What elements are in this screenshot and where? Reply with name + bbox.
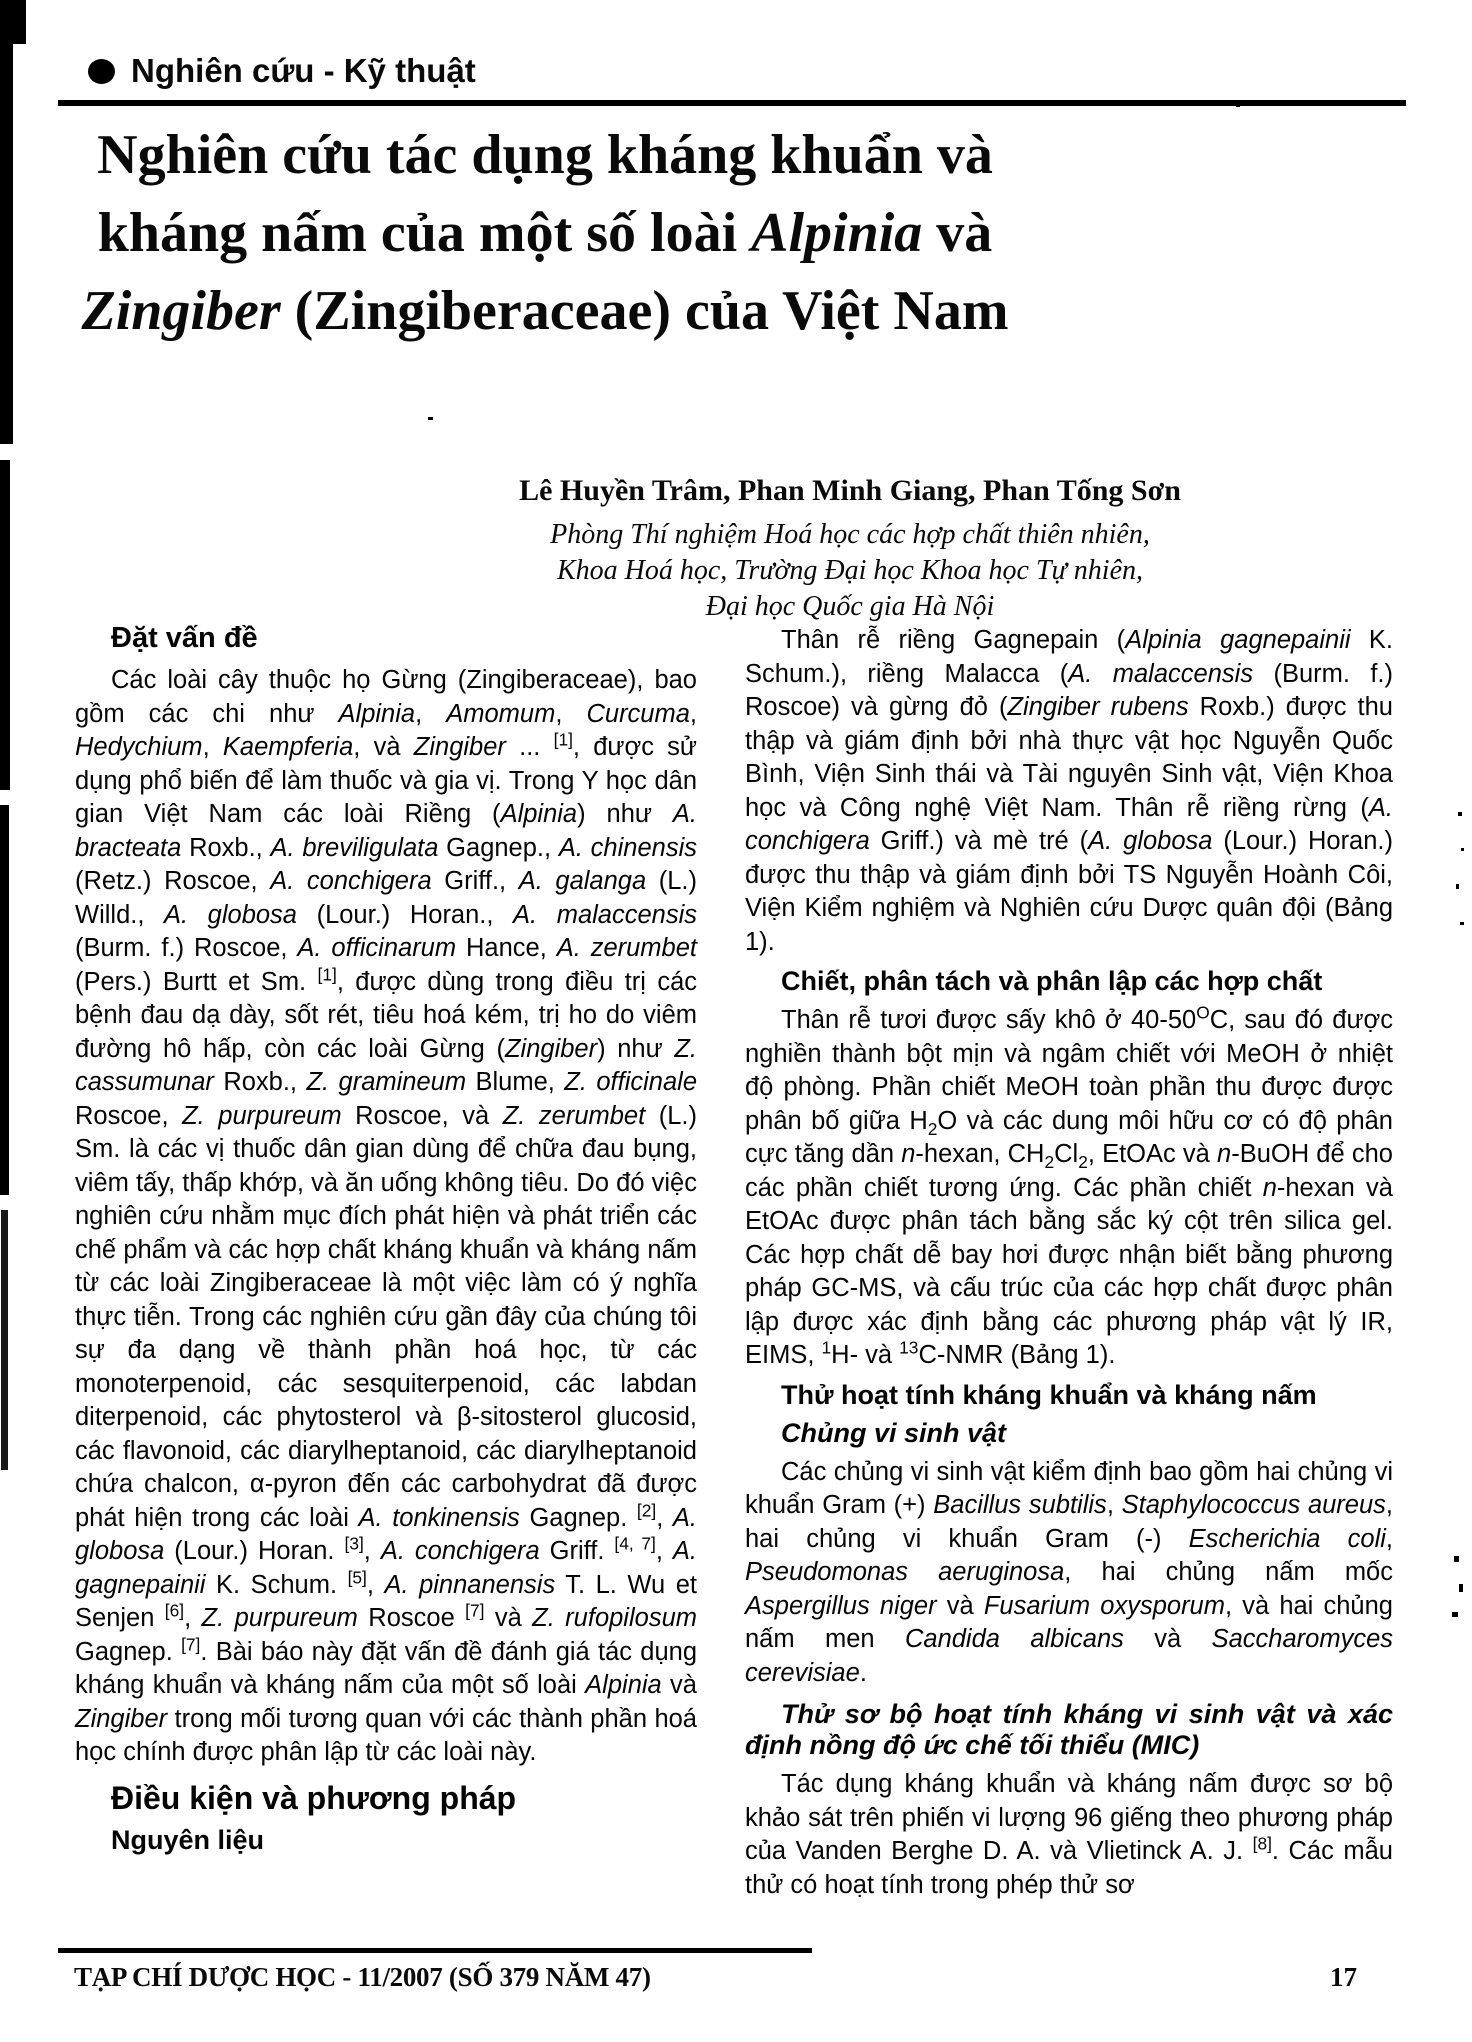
column-left <box>75 620 697 1863</box>
heading-dieu-kien-va-phuong-phap: Điều kiện và phương pháp <box>111 1779 517 1816</box>
article-title <box>70 116 1020 350</box>
paragraph-extraction: Thân rễ tươi được sấy khô ở $40-50^OC$, sau đó được nghiền thành bột mịn và ngâm chiết với MeOH ở nhiệt độ phòng. Phần chiết MeOH toàn phần thu được được phân bố giữa $H_2O$ và các dung môi hữu cơ có độ phân cực tăng dần n-hexan, $CH_2Cl_2$, EtOAc và n-BuOH để cho các phần chiết tương ứng. Các phần chiết n-hexan và EtOAc được phân tách bằng sắc ký cột trên silica gel. Các hợp chất dễ bay hơi được nhận biết bằng phương pháp GC-MS, và cấu trúc của các hợp chất được phân lập được xác định bằng các phương pháp vật lý IR, EIMS, $^1$H- và $^{13}$C-NMR (Bảng 1). <box>745 1002 1393 1369</box>
title-line-3: Zingiber (Zingiberaceae) của Việt Nam <box>81 280 1009 342</box>
paragraph-introduction: Các loài cây thuộc họ Gừng (Zingiberaceae), bao gồm các chi như Alpinia, Amomum, Curcuma, Hedychium, Kaempferia, và Zingiber ... [1], được sử dụng phổ biến để làm thuốc và gia vị. Trong Y học dân gian Việt Nam các loài Riềng (Alpinia) như A. bracteata Roxb., A. breviligulata Gagnep., A. chinensis (Retz.) Roscoe, A. conchigera Griff., A. galanga (L.) Willd., A. globosa (Lour.) Horan., A. malaccensis (Burm. f.) Roscoe, A. officinarum Hance, A. zerumbet (Pers.) Burtt et Sm. [1], được dùng trong điều trị các bệnh đau dạ dày, sốt rét, tiêu hoá kém, trị ho do viêm đường hô hấp, còn các loài Gừng (Zingiber) như Z. cassumunar Roxb., Z. gramineum Blume, Z. officinale Roscoe, Z. purpureum Roscoe, và Z. zerumbet (L.) Sm. là các vị thuốc dân gian dùng để chữa đau bụng, viêm tấy, thấp khớp, và ăn uống không tiêu. Do đó việc nghiên cứu nhằm mục đích phát hiện và phát triển các chế phẩm và các hợp chất kháng khuẩn và kháng nấm từ các loài Zingiberaceae là một việc làm có ý nghĩa thực tiễn. Trong các nghiên cứu gần đây của chúng tôi sự đa dạng về thành phần hoá học, từ các monoterpenoid, các sesquiterpenoid, các labdan diterpenoid, các phytosterol và β-sitosterol glucosid, các flavonoid, các diarylheptanoid, các diarylheptanoid chứa chalcon, α-pyron đến các carbohydrat đã được phát hiện trong các loài A. tonkinensis Gagnep. [2], A. globosa (Lour.) Horan. [3], A. conchigera Griff. [4, 7], A. gagnepainii K. Schum. [5], A. pinnanensis T. L. Wu et Senjen [6], Z. purpureum Roscoe [7] và Z. rufopilosum Gagnep. [7]. Bài báo này đặt vấn đề đánh giá tác dụng kháng khuẩn và kháng nấm của một số loài Alpinia và Zingiber trong mối tương quan với các thành phần hoá học chính được phân lập từ các loài này. <box>75 666 698 1766</box>
heading-chung-vi-sinh-vat: Chủng vi sinh vật <box>781 1417 1007 1448</box>
paragraph-materials: Thân rễ riềng Gagnepain (Alpinia gagnepainii K. Schum.), riềng Malacca (A. malaccensis (Burm. f.) Roscoe) và gừng đỏ (Zingiber rubens Roxb.) được thu thập và giám định bởi nhà thực vật học Nguyễn Quốc Bình, Viện Sinh thái và Tài nguyên Sinh vật, Viện Khoa học và Công nghệ Việt Nam. Thân rễ riềng rừng (A. conchigera Griff.) và mè tré (A. globosa (Lour.) Horan.) được thu thập và giám định bởi TS Nguyễn Hoành Côi, Viện Kiểm nghiệm và Nghiên cứu Dược quân đội (Bảng 1). <box>745 626 1393 956</box>
affiliation-line: Đại học Quốc gia Hà Nội <box>705 591 995 622</box>
section-kicker: Nghiên cứu - Kỹ thuật <box>131 52 476 89</box>
heading-nguyen-lieu: Nguyên liệu <box>111 1824 265 1855</box>
footer-rule <box>58 1948 812 1953</box>
article-body <box>0 620 1472 1946</box>
paragraph-microorganisms: Các chủng vi sinh vật kiểm định bao gồm hai chủng vi khuẩn Gram (+) Bacillus subtilis, Staphylococcus aureus, hai chủng vi khuẩn Gram (-) Escherichia coli, Pseudomonas aeruginosa, hai chủng nấm mốc Aspergillus niger và Fusarium oxysporum, và hai chủng nấm men Candida albicans và Saccharomyces cerevisiae. <box>745 1457 1394 1687</box>
affiliation-line: Phòng Thí nghiệm Hoá học các hợp chất thiên nhiên, <box>550 519 1150 550</box>
authors: Lê Huyền Trâm, Phan Minh Giang, Phan Tống Sơn <box>519 474 1181 507</box>
heading-dat-van-de: Đặt vấn đề <box>111 622 258 654</box>
journal-footer: TẠP CHÍ DƯỢC HỌC - 11/2007 (SỐ 379 NĂM 47) <box>74 1962 651 1992</box>
page-number: 17 <box>1330 1962 1357 1992</box>
byline <box>460 474 1240 625</box>
page-header <box>88 52 476 90</box>
title-line-2: kháng nấm của một số loài Alpinia và <box>97 202 993 264</box>
heading-thu-hoat-tinh: Thử hoạt tính kháng khuẩn và kháng nấm <box>781 1379 1317 1410</box>
scan-artifact-left-strip <box>0 44 13 444</box>
title-line-1: Nghiên cứu tác dụng kháng khuẩn và <box>97 124 993 186</box>
paragraph-mic-method: Tác dụng kháng khuẩn và kháng nấm được sơ bộ khảo sát trên phiến vi lượng 96 giếng theo phương pháp của Vanden Berghe D. A. và Vlietinck A. J. [8]. Các mẫu thử có hoạt tính trong phép thử sơ <box>745 1770 1393 1899</box>
column-right <box>745 624 1393 1902</box>
scan-artifact-speckle <box>428 417 433 420</box>
header-rule <box>58 100 1406 106</box>
affiliation-line: Khoa Hoá học, Trường Đại học Khoa học Tự nhiên, <box>556 555 1144 586</box>
scan-artifact-corner <box>0 0 26 44</box>
heading-thu-so-bo-mic: Thử sơ bộ hoạt tính kháng vi sinh vật và xác định nồng độ ức chế tối thiểu (MIC) <box>745 1699 1393 1760</box>
heading-chiet-phan-tach: Chiết, phân tách và phân lập các hợp chất <box>781 966 1323 996</box>
section-bullet-icon <box>88 59 115 84</box>
